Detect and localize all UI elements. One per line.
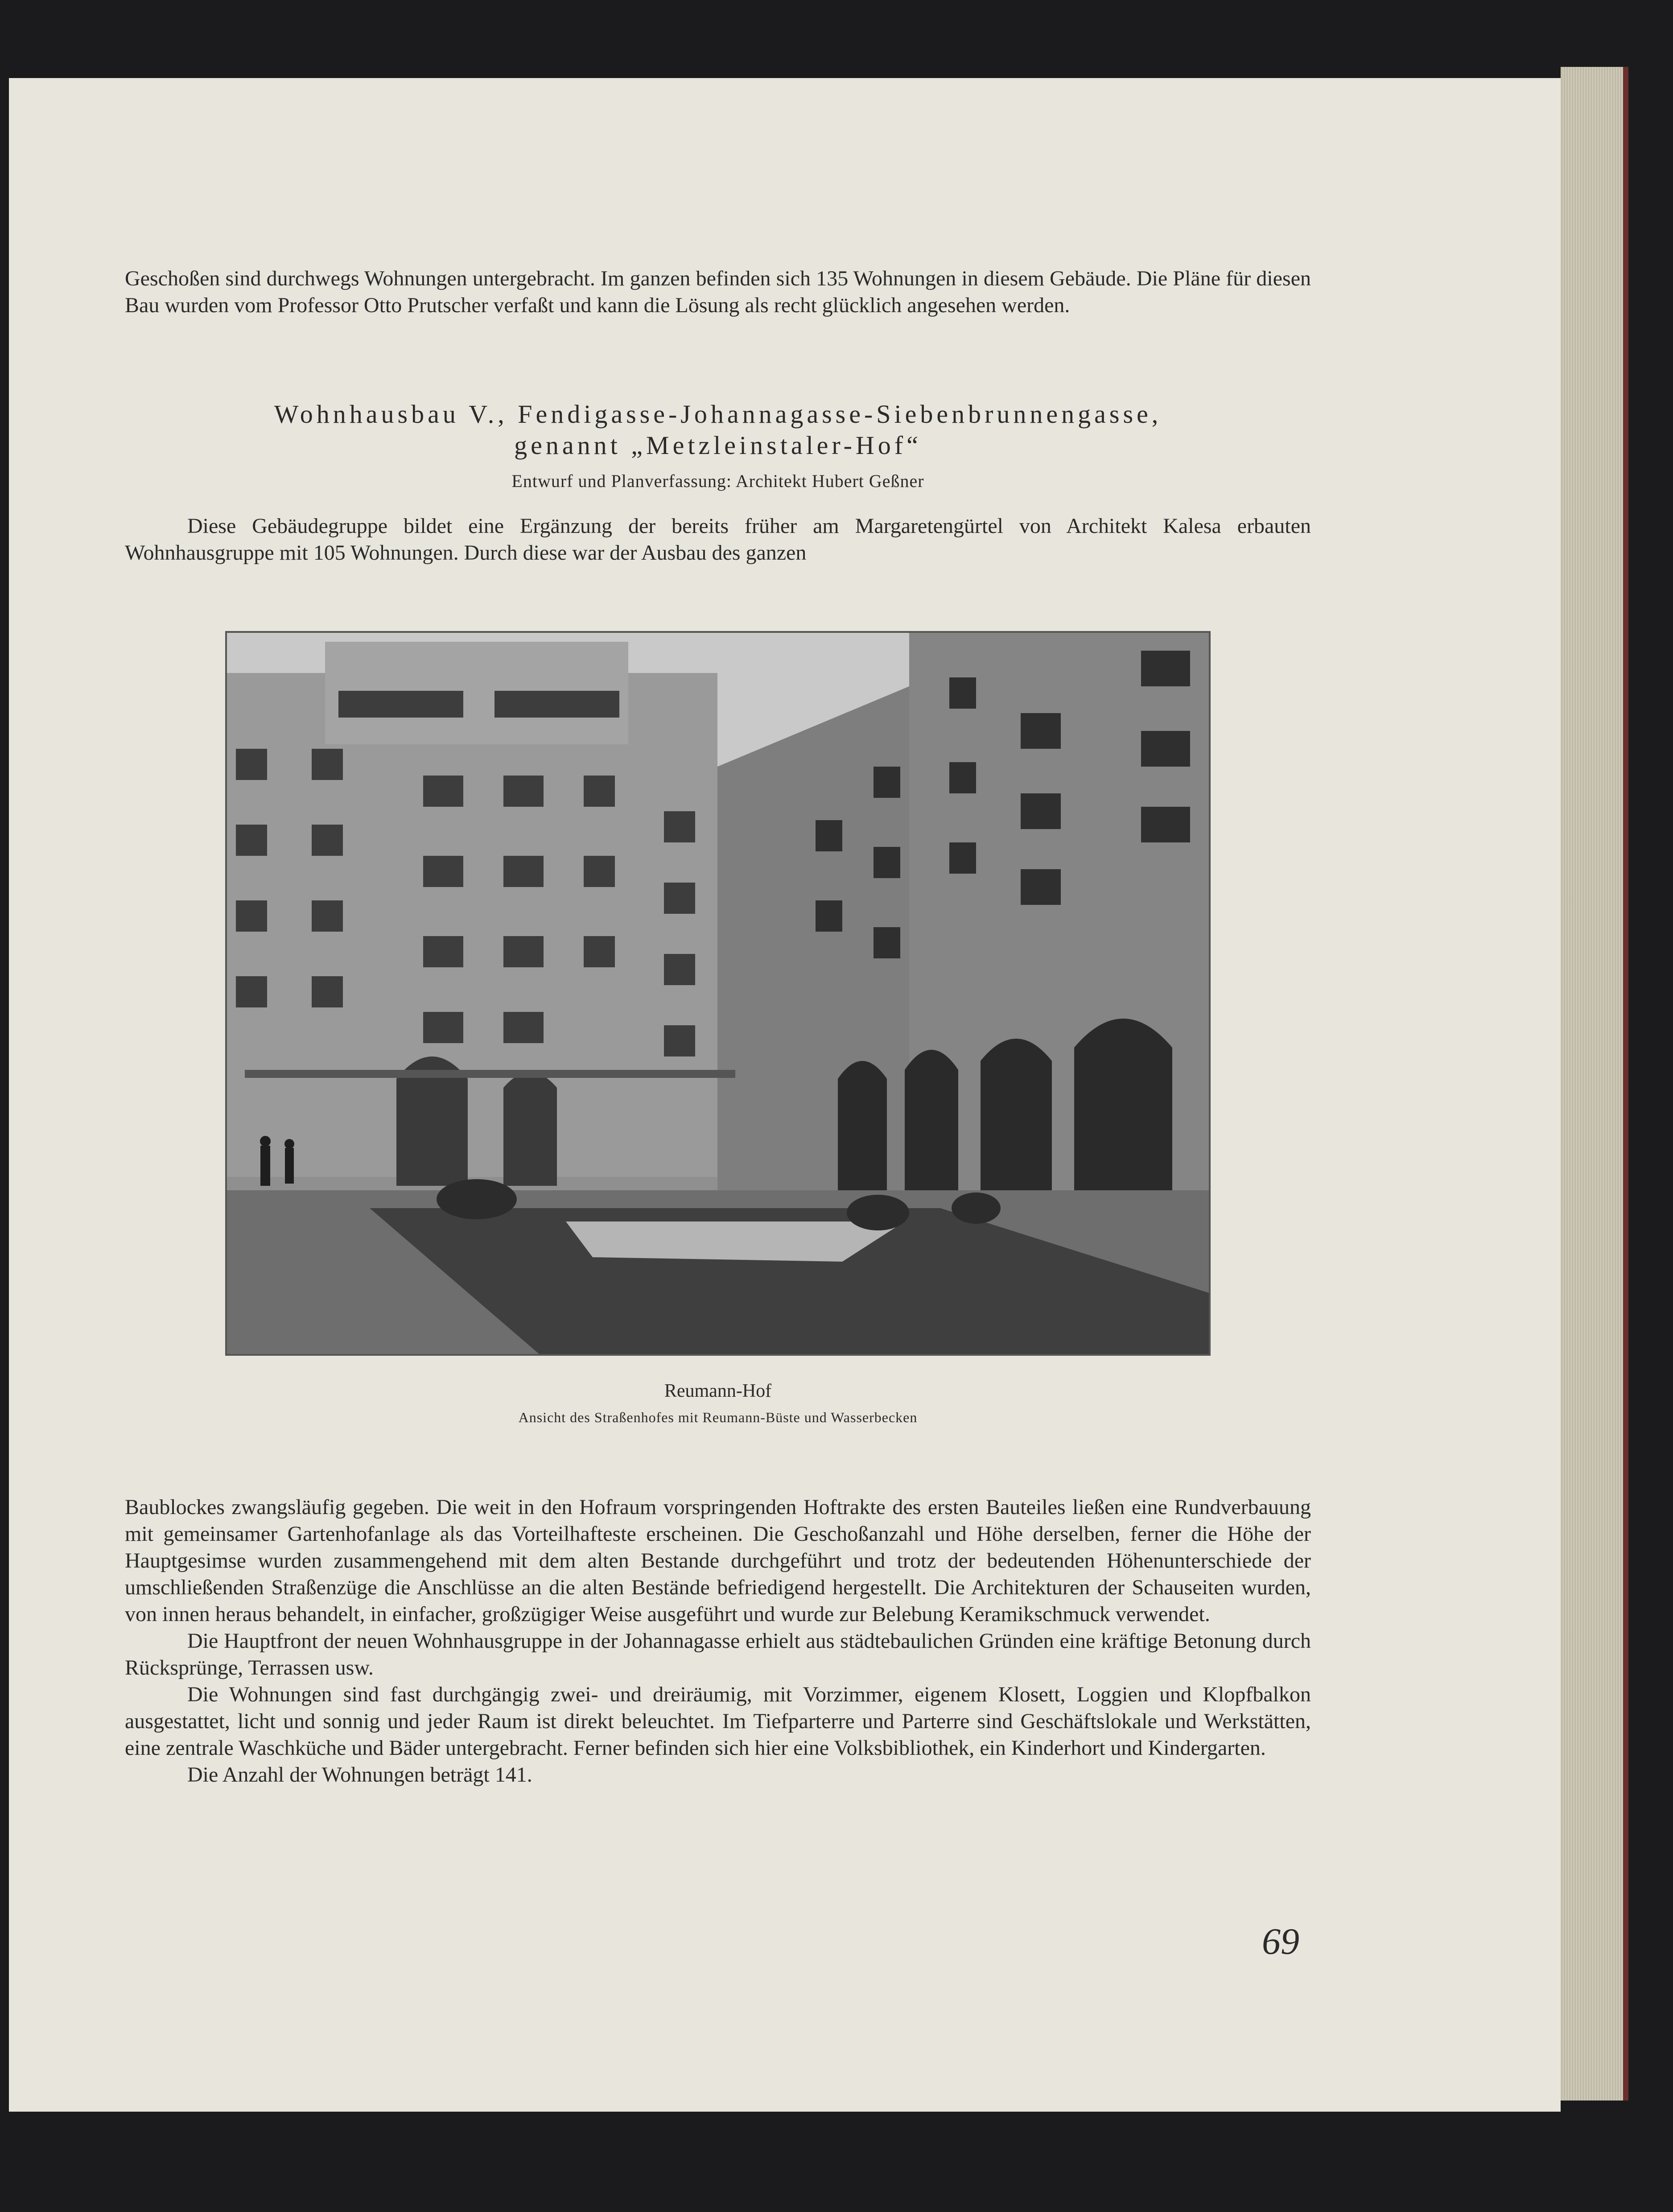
book-page-edges <box>1561 67 1628 2101</box>
section-heading-line2: genannt „Metzleinstaler-Hof“ <box>514 431 922 460</box>
paragraph-top: Geschoßen sind durchwegs Wohnungen untergebracht. Im ganzen befinden sich 135 Wohnungen in diesem Gebäude. Die Pläne für diesen Bau wurden vom Professor Otto Prutscher verfaßt und kann die Lösung als recht glücklich angesehen werden. <box>125 267 1311 317</box>
section-subheading: Entwurf und Planverfassung: Architekt Hubert Geßner <box>511 471 924 491</box>
courtyard-photograph <box>225 631 1211 1356</box>
book-page <box>9 78 1561 2112</box>
paragraph-3c: Die Wohnungen sind fast durchgängig zwei- und dreiräumig, mit Vorzimmer, eigenem Klosett, Loggien und Klopfbalkon ausgestattet, licht und sonnig und jeder Raum ist direkt beleuchtet. Im Tiefparterre und Parterre sind Geschäftslokale und Werkstätten, eine zentrale Waschküche und Bäder untergebracht. Ferner befinden sich hier eine Volksbibliothek, ein Kinderhort und Kindergarten. <box>125 1683 1311 1760</box>
paragraph-3a: Baublockes zwangsläufig gegeben. Die weit in den Hofraum vorspringenden Hoftrakte des ersten Bauteiles ließen eine Rundverbauung mit gemeinsamer Gartenhofanlage als das Vorteilhafteste erscheinen. Die Geschoßanzahl und Höhe derselben, ferner die Höhe der Hauptgesimse wurden zusammengehend mit dem alten Bestande durchgeführt und trotz der bedeutenden Höhenunterschiede der umschließenden Straßenzüge die Anschlüsse an die alten Bestände befriedigend hergestellt. Die Architekturen der Schauseiten wurden, von innen heraus behandelt, in einfacher, großzügiger Weise ausgeführt und wurde zur Belebung Keramikschmuck verwendet. <box>125 1495 1311 1626</box>
courtyard-photograph-drawing <box>227 633 1209 1354</box>
paragraph-3b: Die Hauptfront der neuen Wohnhausgruppe in der Johannagasse erhielt aus städtebaulichen Gründen eine kräftige Betonung durch Rücksprünge, Terrassen usw. <box>125 1629 1311 1680</box>
paragraph-3 <box>125 1494 1311 1788</box>
paragraph-2: Diese Gebäudegruppe bildet eine Ergänzung der bereits früher am Margaretengürtel von Architekt Kalesa erbauten Wohnhausgruppe mit 105 Wohnungen. Durch diese war der Ausbau des ganzen <box>125 514 1311 565</box>
photo-caption-subtitle: Ansicht des Straßenhofes mit Reumann-Büste und Wasserbecken <box>518 1409 918 1425</box>
photo-caption-title: Reumann-Hof <box>664 1381 772 1401</box>
section-heading-line1: Wohnhausbau V., Fendigasse-Johannagasse-Siebenbrunnengasse, <box>274 400 1162 429</box>
paragraph-3d: Die Anzahl der Wohnungen beträgt 141. <box>187 1763 532 1787</box>
page-number: 69 <box>1262 1921 1299 1962</box>
